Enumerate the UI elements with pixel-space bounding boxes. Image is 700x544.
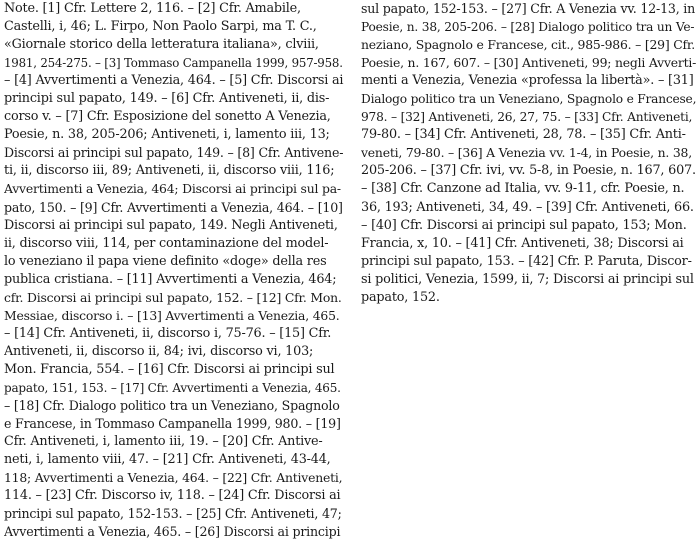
note-line: 205-206. – [37] Cfr. ivi, vv. 5-8, in Poesie, n. 167, 607. xyxy=(361,163,696,179)
note-line: – [40] Cfr. Discorsi ai principi sul papato, 153; Mon. xyxy=(361,217,687,233)
note-line: menti a Venezia, Venezia «professa la libertà». – [31] xyxy=(361,73,694,89)
note-line: Discorsi ai principi sul papato, 149. Negli Antiveneti, xyxy=(4,217,338,233)
note-line: neti, i, lamento viii, 47. – [21] Cfr. Antiveneti, 43-44, xyxy=(4,452,331,468)
note-line: Dialogo politico tra un Veneziano, Spagnolo e Francese, xyxy=(361,92,697,107)
note-line: pato, 150. – [9] Cfr. Avvertimenti a Venezia, 464. – [10] xyxy=(4,199,343,215)
note-line: publica cristiana. – [11] Avvertimenti a Venezia, 464; xyxy=(4,271,337,287)
note-line: ti, ii, discorso iii, 89; Antiveneti, ii, discorso viii, 116; xyxy=(4,163,335,179)
note-line: Francia, x, 10. – [41] Cfr. Antiveneti, 38; Discorsi ai xyxy=(361,235,684,251)
note-line: 36, 193; Antiveneti, 34, 49. – [39] Cfr. Antiveneti, 66. xyxy=(361,199,694,215)
note-line: si politici, Venezia, 1599, ii, 7; Discorsi ai principi sul xyxy=(361,271,694,287)
note-line: Cfr. Antiveneti, i, lamento iii, 19. – [20] Cfr. Antive- xyxy=(4,434,323,450)
note-line: Messiae, discorso i. – [13] Avvertimenti a Venezia, 465. xyxy=(4,307,340,323)
note-line: Discorsi ai principi sul papato, 149. – [8] Cfr. Antivene- xyxy=(4,145,344,161)
note-line: sul papato, 152-153. – [27] Cfr. A Venezia vv. 12-13, in xyxy=(361,1,696,16)
note-line: Castelli, i, 46; L. Firpo, Non Paolo Sarpi, ma T. C., xyxy=(4,19,317,35)
note-line: 114. – [23] Cfr. Discorso iv, 118. – [24] Cfr. Discorsi ai xyxy=(4,488,341,504)
note-line: Note. [1] Cfr. Lettere 2, 116. – [2] Cfr. Amabile, xyxy=(4,1,301,16)
note-line: Poesie, n. 38, 205-206; Antiveneti, i, lamento iii, 13; xyxy=(4,127,330,143)
notes-left-column xyxy=(4,0,344,541)
note-line: – [14] Cfr. Antiveneti, ii, discorso i, 75-76. – [15] Cfr. xyxy=(4,325,332,341)
note-line: Poesie, n. 38, 205-206. – [28] Dialogo politico tra un Ve- xyxy=(361,20,695,35)
note-line: 118; Avvertimenti a Venezia, 464. – [22] Cfr. Antiveneti, xyxy=(4,470,343,486)
note-line: «Giornale storico della letteratura italiana», clviii, xyxy=(4,37,319,53)
note-line: – [18] Cfr. Dialogo politico tra un Veneziano, Spagnolo xyxy=(4,398,340,414)
note-line: Avvertimenti a Venezia, 464; Discorsi ai principi sul pa- xyxy=(4,181,341,197)
note-line: lo veneziano il papa viene definito «doge» della res xyxy=(4,253,327,269)
note-line: veneti, 79-80. – [36] A Venezia vv. 1-4, in Poesie, n. 38, xyxy=(361,145,692,161)
note-line: papato, 152. xyxy=(361,289,440,305)
notes-right-column xyxy=(361,0,697,307)
note-line: Poesie, n. 167, 607. – [30] Antiveneti, 99; negli Avverti- xyxy=(361,55,697,71)
note-line: principi sul papato, 153. – [42] Cfr. P. Paruta, Discor- xyxy=(361,253,692,269)
note-line: 1981, 254-275. – [3] Tommaso Campanella 1999, 957-958. xyxy=(4,56,343,71)
note-line: corso v. – [7] Cfr. Esposizione del sonetto A Venezia, xyxy=(4,109,331,125)
note-line: Avvertimenti a Venezia, 465. – [26] Discorsi ai principi xyxy=(4,524,341,540)
note-line: 978. – [32] Antiveneti, 26, 27, 75. – [33] Cfr. Antiveneti, xyxy=(361,110,693,125)
note-line: ii, discorso viii, 114, per contaminazione del model- xyxy=(4,235,329,251)
note-line: 79-80. – [34] Cfr. Antiveneti, 28, 78. – [35] Cfr. Anti- xyxy=(361,127,686,143)
note-line: cfr. Discorsi ai principi sul papato, 152. – [12] Cfr. Mon. xyxy=(4,289,342,305)
note-line: papato, 151, 153. – [17] Cfr. Avvertimenti a Venezia, 465. xyxy=(4,380,341,395)
note-line: neziano, Spagnolo e Francese, cit., 985-986. – [29] Cfr. xyxy=(361,37,695,53)
note-line: – [4] Avvertimenti a Venezia, 464. – [5] Cfr. Discorsi ai xyxy=(4,73,344,89)
note-line: principi sul papato, 152-153. – [25] Cfr. Antiveneti, 47; xyxy=(4,506,342,522)
note-line: Antiveneti, ii, discorso ii, 84; ivi, discorso vi, 103; xyxy=(4,343,314,359)
note-line: – [38] Cfr. Canzone ad Italia, vv. 9-11, cfr. Poesie, n. xyxy=(361,181,685,197)
note-line: e Francese, in Tommaso Campanella 1999, 980. – [19] xyxy=(4,416,341,432)
note-line: Mon. Francia, 554. – [16] Cfr. Discorsi ai principi sul xyxy=(4,361,335,377)
note-line: principi sul papato, 149. – [6] Cfr. Antiveneti, ii, dis- xyxy=(4,91,330,107)
